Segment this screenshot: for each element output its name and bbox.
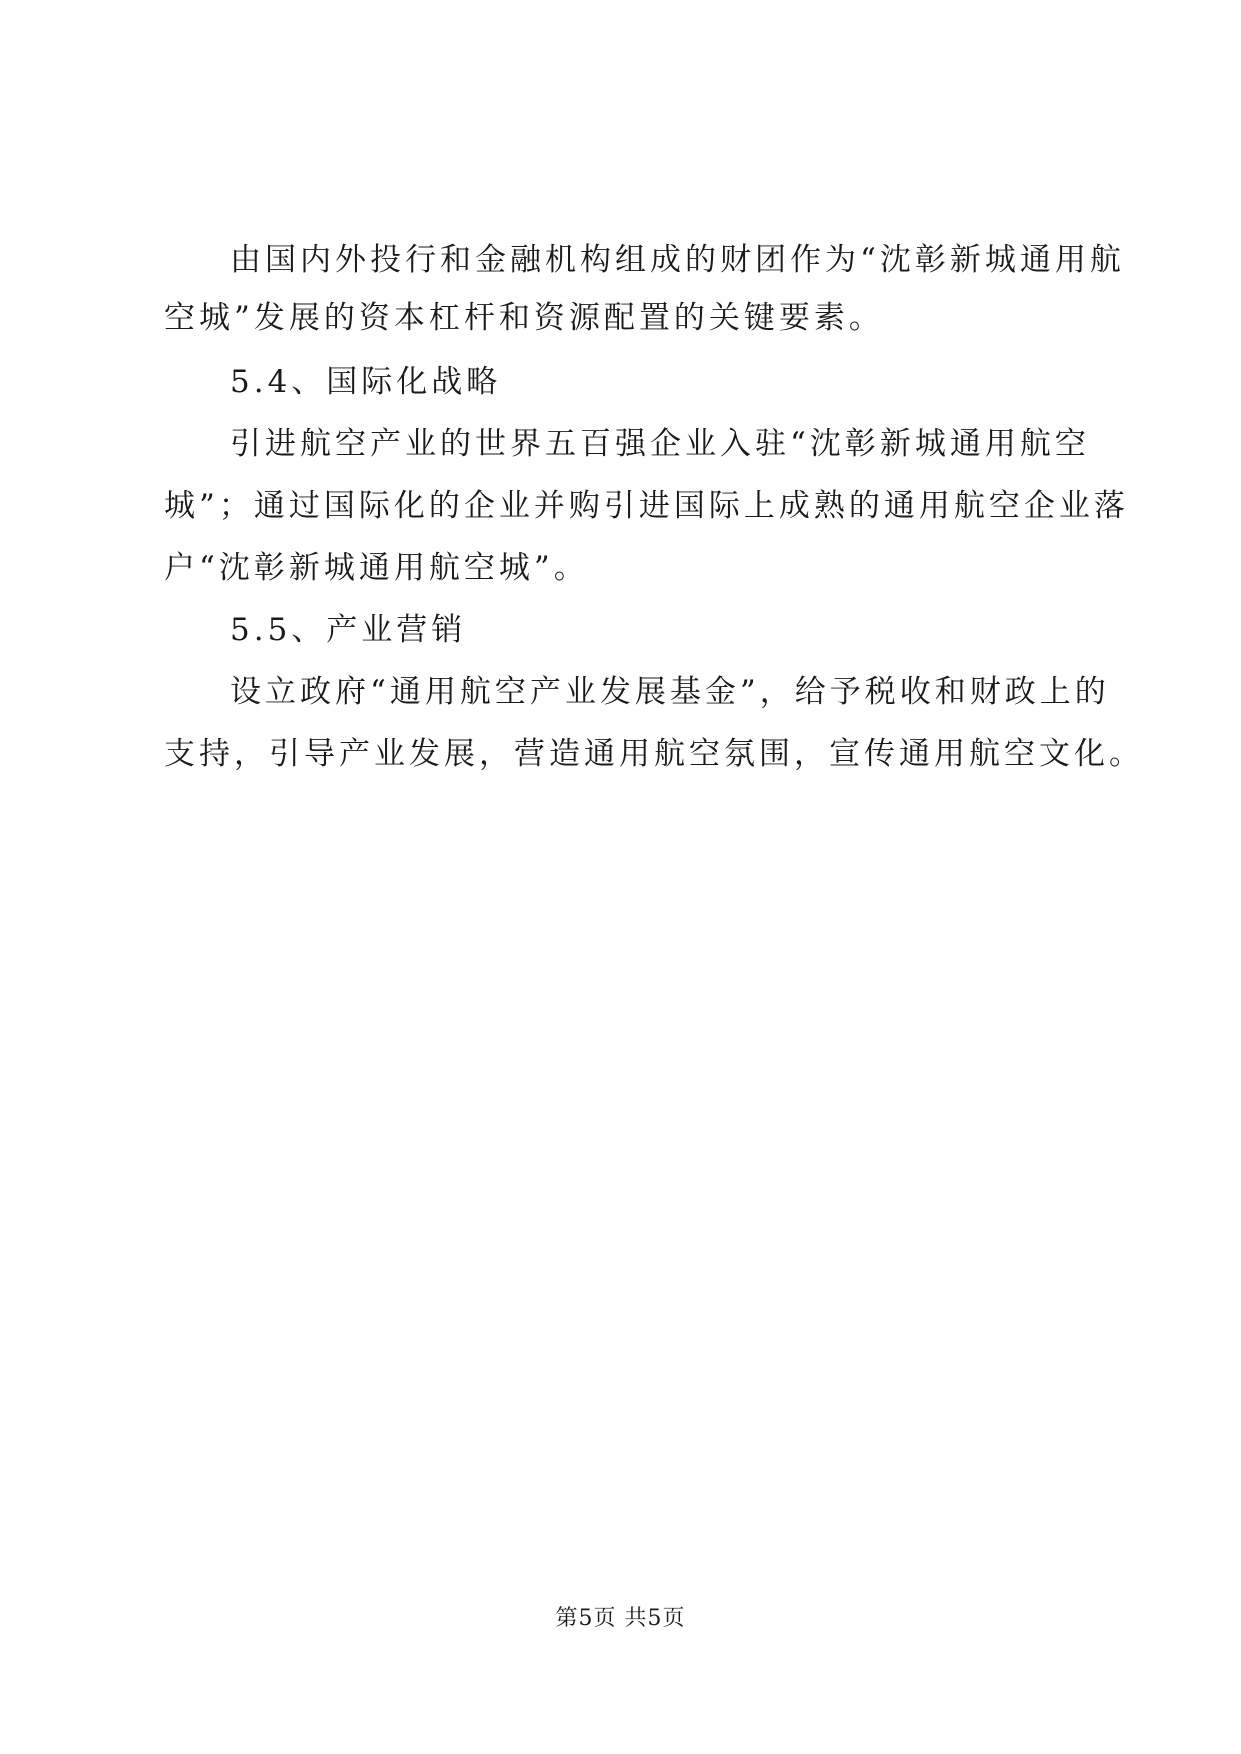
- page-footer: 第5页 共5页: [555, 1606, 686, 1631]
- section-heading-5-5: 5.5、产业营销: [230, 612, 467, 648]
- paragraph-line-4: 城”；通过国际化的企业并购引进国际上成熟的通用航空企业落: [164, 488, 1129, 524]
- paragraph-line-1: 由国内外投行和金融机构组成的财团作为“沈彰新城通用航: [230, 242, 1125, 278]
- paragraph-line-5: 户“沈彰新城通用航空城”。: [164, 550, 589, 586]
- paragraph-line-7: 支持，引导产业发展，营造通用航空氛围，宣传通用航空文化。: [164, 736, 1144, 772]
- paragraph-line-3: 引进航空产业的世界五百强企业入驻“沈彰新城通用航空: [230, 426, 1090, 462]
- paragraph-line-2: 空城”发展的资本杠杆和资源配置的关键要素。: [164, 300, 884, 336]
- section-heading-5-4: 5.4、国际化战略: [230, 364, 502, 400]
- paragraph-line-6: 设立政府“通用航空产业发展基金”，给予税收和财政上的: [230, 674, 1110, 710]
